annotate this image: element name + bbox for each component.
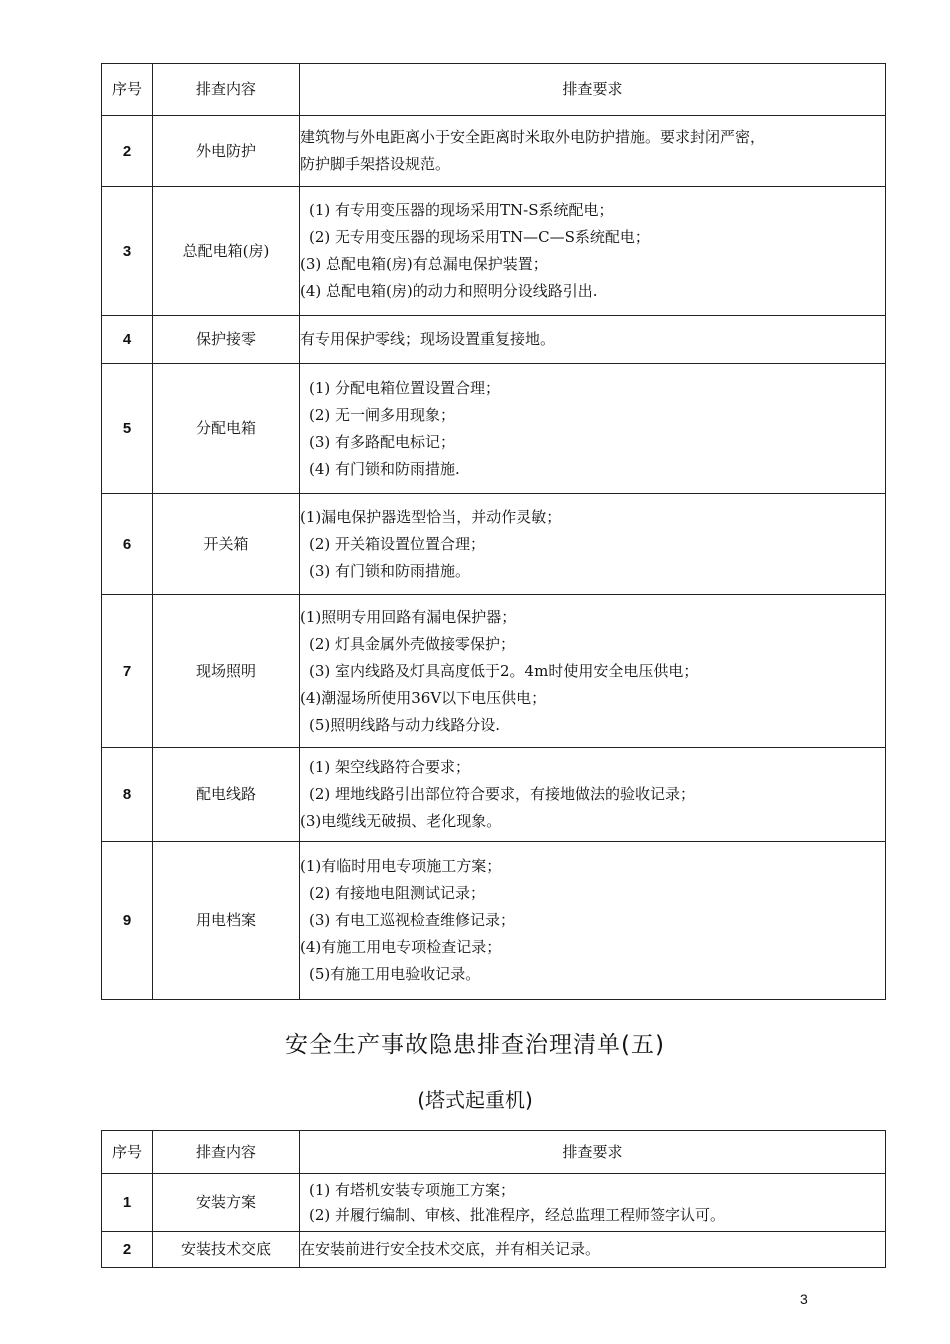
check-item: 安装技术交底	[153, 1232, 300, 1268]
requirement-line: (2) 并履行编制、审核、批准程序，经总监理工程师签字认可。	[309, 1205, 726, 1224]
requirement-cell	[300, 116, 886, 187]
requirement-cell	[300, 595, 886, 748]
check-item: 用电档案	[153, 842, 300, 1000]
electrical-check-table	[101, 63, 886, 1000]
check-item: 配电线路	[153, 748, 300, 842]
requirement-line: 有专用保护零线；现场设置重复接地。	[300, 330, 556, 348]
requirement-line: (2) 灯具金属外壳做接零保护；	[309, 634, 516, 653]
requirement-line: 在安装前进行安全技术交底，并有相关记录。	[300, 1240, 601, 1258]
row-number: 4	[102, 316, 153, 364]
page-number: 3	[800, 1291, 808, 1307]
requirement-line: (5)照明线路与动力线路分设.	[309, 715, 501, 734]
requirement-line: (1) 分配电箱位置设置合理；	[309, 378, 501, 397]
row-number: 9	[102, 842, 153, 1000]
table-row	[102, 595, 886, 748]
check-item: 总配电箱(房)	[153, 187, 300, 316]
requirement-cell	[300, 1232, 886, 1268]
requirement-cell	[300, 1174, 886, 1232]
header-item: 排查内容	[153, 1131, 300, 1174]
requirement-line: (2) 无一闸多用现象；	[309, 405, 456, 424]
requirement-cell	[300, 187, 886, 316]
section-subtitle: (塔式起重机)	[417, 1088, 533, 1112]
row-number: 1	[102, 1174, 153, 1232]
requirement-line: (3) 有门锁和防雨措施。	[309, 561, 471, 580]
requirement-line: (4)潮湿场所使用36V以下电压供电；	[300, 688, 547, 707]
table-row	[102, 748, 886, 842]
requirement-line: (3)电缆线无破损、老化现象。	[300, 812, 502, 830]
requirement-cell	[300, 364, 886, 494]
requirement-line: (4) 有门锁和防雨措施.	[309, 459, 460, 478]
requirement-cell	[300, 316, 886, 364]
requirement-line: (1)漏电保护器选型恰当，并动作灵敏；	[300, 507, 562, 526]
table-row	[102, 1174, 886, 1232]
requirement-line: (4)有施工用电专项检查记录；	[300, 938, 502, 956]
requirement-line: (3) 室内线路及灯具高度低于2。4m时使用安全电压供电；	[309, 661, 699, 680]
header-no: 序号	[102, 1131, 153, 1174]
check-item: 安装方案	[153, 1174, 300, 1232]
table-row	[102, 316, 886, 364]
requirement-line: (3) 总配电箱(房)有总漏电保护装置；	[300, 255, 548, 273]
requirement-line: (2) 开关箱设置位置合理；	[309, 534, 486, 553]
row-number: 2	[102, 116, 153, 187]
table-row	[102, 116, 886, 187]
requirement-line: (1) 有专用变压器的现场采用TN-S系统配电；	[309, 201, 614, 219]
requirement-line: (2) 有接地电阻测试记录；	[309, 884, 486, 902]
check-item: 开关箱	[153, 494, 300, 595]
header-requirement: 排查要求	[300, 1131, 886, 1174]
requirement-line: (1)有临时用电专项施工方案；	[300, 857, 502, 875]
table-header-row	[102, 1131, 886, 1174]
table-row	[102, 187, 886, 316]
row-number: 5	[102, 364, 153, 494]
header-requirement: 排查要求	[300, 64, 886, 116]
check-item: 保护接零	[153, 316, 300, 364]
header-no: 序号	[102, 64, 153, 116]
tower-crane-check-table	[101, 1130, 886, 1268]
requirement-cell	[300, 842, 886, 1000]
check-item: 分配电箱	[153, 364, 300, 494]
requirement-line: (2) 埋地线路引出部位符合要求，有接地做法的验收记录；	[309, 785, 696, 803]
row-number: 2	[102, 1232, 153, 1268]
requirement-line: (4) 总配电箱(房)的动力和照明分设线路引出.	[300, 282, 598, 300]
requirement-line: (5)有施工用电验收记录。	[309, 965, 481, 983]
table-row	[102, 1232, 886, 1268]
requirement-line: (1) 架空线路符合要求；	[309, 758, 471, 776]
table-header-row	[102, 64, 886, 116]
section-title: 安全生产事故隐患排查治理清单(五)	[285, 1032, 665, 1058]
table-row	[102, 842, 886, 1000]
requirement-line: 防护脚手架搭设规范。	[300, 155, 451, 173]
requirement-line: (1) 有塔机安装专项施工方案；	[309, 1180, 516, 1199]
header-item: 排查内容	[153, 64, 300, 116]
check-item: 现场照明	[153, 595, 300, 748]
row-number: 7	[102, 595, 153, 748]
requirement-cell	[300, 494, 886, 595]
requirement-line: (3) 有多路配电标记；	[309, 432, 456, 451]
row-number: 8	[102, 748, 153, 842]
table-row	[102, 494, 886, 595]
requirement-line: (3) 有电工巡视检查维修记录；	[309, 911, 516, 929]
row-number: 6	[102, 494, 153, 595]
table-row	[102, 364, 886, 494]
requirement-line: 建筑物与外电距离小于安全距离时米取外电防护措施。要求封闭严密，	[300, 128, 766, 146]
requirement-cell	[300, 748, 886, 842]
requirement-line: (2) 无专用变压器的现场采用TN—C—S系统配电；	[309, 228, 650, 246]
check-item: 外电防护	[153, 116, 300, 187]
requirement-line: (1)照明专用回路有漏电保护器；	[300, 607, 517, 626]
row-number: 3	[102, 187, 153, 316]
